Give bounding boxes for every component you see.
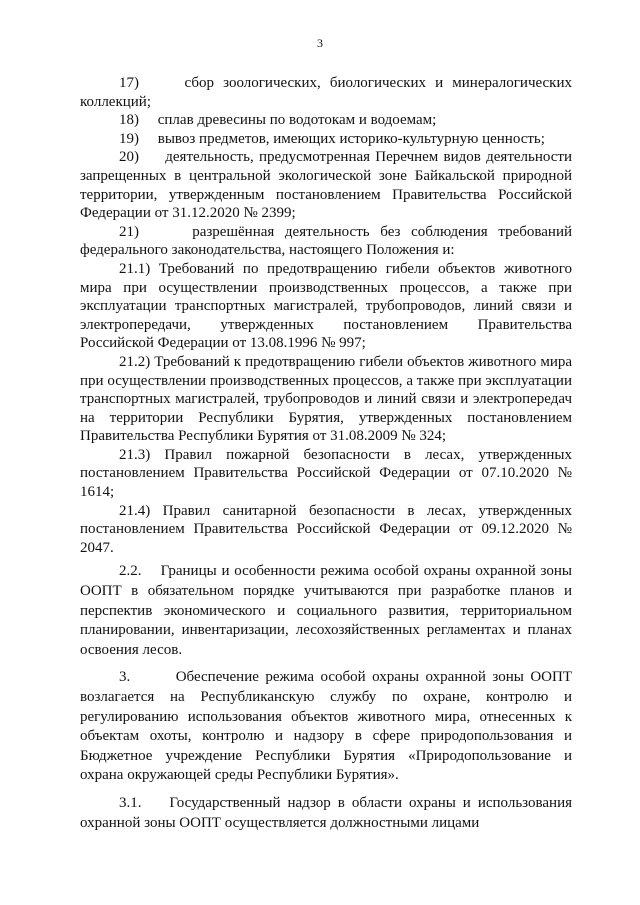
section-2-2: 2.2. Границы и особенности режима особой охраны охранной зоны ООПТ в обязательном порядке учитываются при разработке планов и перспектив экономического и социального развития, территориальном планировании, инвентаризации, лесохозяйственных регламентах и планах освоения лесов. <box>80 563 572 658</box>
page-number: 3 <box>317 36 323 50</box>
list-item-17: 17) сбор зоологических, биологических и минералогических коллекций; <box>80 75 572 110</box>
sub-item-21-3: 21.3) Правил пожарной безопасности в лесах, утвержденных постановлением Правительства Российской Федерации от 07.10.2020 № 1614; <box>80 446 572 501</box>
sub-item-21-1: 21.1) Требований по предотвращению гибели объектов животного мира при осуществлении производственных процессов, а также при эксплуатации транспортных магистралей, трубопроводов, линий связи и электропередачи, утвержденных постановлением Правительства Российской Федерации от 13.08.1996 № 997; <box>80 260 572 352</box>
list-item-18: 18) сплав древесины по водотокам и водоемам; <box>119 112 437 129</box>
sub-item-21-4: 21.4) Правил санитарной безопасности в лесах, утвержденных постановлением Правительства Российской Федерации от 09.12.2020 № 2047. <box>80 502 572 556</box>
section-3: 3. Обеспечение режима особой охраны охранной зоны ООПТ возлагается на Республиканскую службу по охране, контролю и регулированию использования объектов животного мира, отнесенных к объектам охоты, контролю и надзору в сфере природопользования и Бюджетное учреждение Республики Бурятия «Природопользование и охрана окружающей среды Республики Бурятия». <box>80 669 572 784</box>
sub-item-21-2: 21.2) Требований к предотвращению гибели объектов животного мира при осуществлении производственных процессов, а также при эксплуатации транспортных магистралей, трубопроводов и линий связи и электропередач на территории Республики Бурятия, утвержденных постановлением Правительства Республики Бурятия от 31.08.2009 № 324; <box>80 353 572 445</box>
list-item-21: 21) разрешённая деятельность без соблюдения требований федерального законодательства, настоящего Положения и: <box>80 223 572 259</box>
document-body <box>80 74 572 833</box>
list-item-20: 20) деятельность, предусмотренная Перечнем видов деятельности запрещенных в центральной экологической зоне Байкальской природной территории, утвержденным постановлением Правительства Российской Федерации от 31.12.2020 № 2399; <box>80 149 572 222</box>
section-3-1: 3.1. Государственный надзор в области охраны и использования охранной зоны ООПТ осуществляется должностными лицами <box>80 794 572 831</box>
list-item-19: 19) вывоз предметов, имеющих историко-культурную ценность; <box>119 130 545 147</box>
